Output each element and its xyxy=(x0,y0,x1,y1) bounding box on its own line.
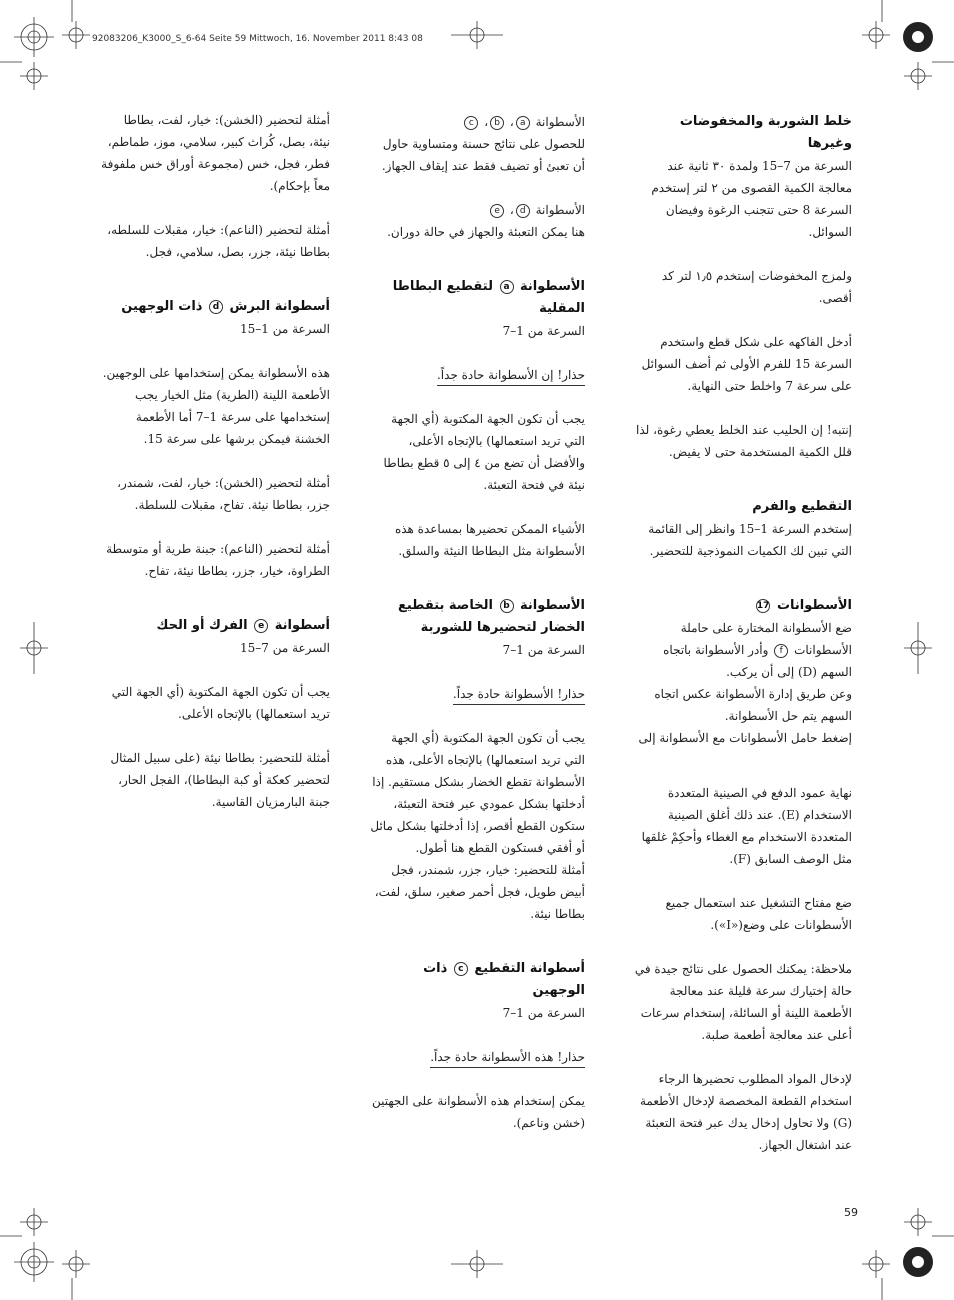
warning-text: حذار! إن الأسطوانة حادة جداً. xyxy=(437,365,585,386)
circled-letter-icon: a xyxy=(516,116,530,130)
text-run: الأسطوانة xyxy=(535,115,585,129)
speed-range: السرعة من 1–7 xyxy=(502,1006,585,1020)
section-heading xyxy=(100,615,330,637)
warning-text: حذار! هذه الأسطوانة حادة جداً. xyxy=(430,1047,585,1068)
text-run: الأسطوانة xyxy=(535,203,585,217)
heading-text: الأسطوانات xyxy=(776,598,852,613)
paragraph: أمثلة للتحضير: بطاطا نيئة (على سبيل المثال لتحضير كعكة أو كبة البطاطا)، الفجل الحار، جبنة البارمزيان القاسية. xyxy=(110,751,330,809)
paragraph: أمثلة لتحضير (الناعم): خيار، مقبلات للسلطه، بطاطا نيئة، جزر، بصل، سلامي، فجل. xyxy=(107,223,330,259)
paragraph: إنتبه! إن الحليب عند الخلط يعطي رغوة، لذا قلل الكمية المستخدمة حتى لا يفيض. xyxy=(635,423,852,459)
paragraph: ولمزج المخفوضات إستخدم ١٫٥ لتر كد أقصى. xyxy=(661,269,852,305)
circled-letter-icon: f xyxy=(774,644,788,658)
heading-text: أسطوانة التقطيع xyxy=(474,961,585,976)
paragraph: وعن طريق إدارة الأسطوانة عكس اتجاه السهم يتم حل الأسطوانة. xyxy=(654,687,852,723)
circled-letter-icon: e xyxy=(490,204,504,218)
left-column xyxy=(100,109,330,813)
paragraph: ضع مفتاح التشغيل عند استعمال جميع الأسطوانات على وضع(«I»). xyxy=(665,896,852,932)
paragraph: أمثلة لتحضير (الخشن): خيار، لفت، بطاطا نيئة، بصل، كُراث كبير، سلامي، موز، طماطم، فطر، فجل، خس (مجموعة أوراق خس ملفوفة معاً بإحكام). xyxy=(101,113,330,193)
heading-text: أسطوانة xyxy=(274,618,330,633)
middle-column xyxy=(367,111,585,1134)
section-heading xyxy=(367,276,585,320)
circled-letter-icon: e xyxy=(254,619,268,633)
paragraph: للحصول على نتائج حسنة ومتساوية حاول أن تعبئ أو تضيف فقط عند إيقاف الجهاز. xyxy=(381,137,585,173)
warning xyxy=(367,364,585,386)
heading-text: ذات الوجهين xyxy=(121,299,203,314)
heading-text: لتقطيع البطاطا المقلية xyxy=(392,279,585,316)
warning xyxy=(367,683,585,705)
speed-range: السرعة من 1–7 xyxy=(502,643,585,657)
heading-text: الأسطوانة xyxy=(520,598,585,613)
paragraph: الأسطوانة d، e xyxy=(367,199,585,221)
text-run: وأدر الأسطوانة باتجاه السهم (D) إلى أن يركب. xyxy=(663,643,852,679)
paragraph: يجب أن تكون الجهة المكتوبة (أي الجهة التي تريد استعمالها) بالإتجاه الأعلى. xyxy=(111,685,330,721)
print-slug: 92083206_K3000_S_6-64 Seite 59 Mittwoch, 16. November 2011 8:43 08 xyxy=(92,34,423,44)
circled-letter-icon: b xyxy=(490,116,504,130)
paragraph: إستخدم السرعة 1–15 وانظر إلى القائمة التي تبين لك الكميات النموذجية للتحضير. xyxy=(648,522,852,558)
heading-text: الأسطوانة xyxy=(520,279,585,294)
page-number: 59 xyxy=(844,1206,858,1219)
speed-range: السرعة من 7–15 xyxy=(239,641,330,655)
paragraph: هذه الأسطوانة يمكن إستخدامها على الوجهين. الأطعمة اللينة (الطرية) مثل الخيار يجب إستخدامها على سرعة 1–7 أما الأطعمة الخشنة فيمكن برشها على سرعة 15. xyxy=(102,366,330,446)
paragraph xyxy=(632,617,852,683)
paragraph: يجب أن تكون الجهة المكتوبة (أي الجهة التي تريد استعمالها) بالإتجاه الأعلى، والأفضل أن تضع من ٤ إلى ٥ قطع بطاطا نيئة في فتحة التعبئة. xyxy=(383,412,585,492)
paragraph: السرعة من 7–15 ولمدة ٣٠ ثانية عند معالجة الكمية القصوى من ٢ لتر إستخدم السرعة 8 حتى تتجنب الرغوة وفيضان السوائل. xyxy=(651,159,852,239)
paragraph: الأشياء الممكن تحضيرها بمساعدة هذه الأسطوانة مثل البطاطا النيئة والسلق. xyxy=(394,522,585,558)
warning xyxy=(367,1046,585,1068)
circled-letter-icon: c xyxy=(454,962,468,976)
paragraph: الأسطوانة a، b، c xyxy=(367,111,585,133)
circled-letter-icon: d xyxy=(209,300,223,314)
section-heading: خلط الشوربة والمخفوضات وغيرها xyxy=(679,114,852,151)
section-heading xyxy=(632,595,852,617)
section-heading xyxy=(367,958,585,1002)
heading-text: الفرك أو الحك xyxy=(156,618,248,633)
heading-text: الخاصة بتقطيع الخضار لتحضيرها للشوربة xyxy=(398,598,585,635)
heading-text: أسطوانة البرش xyxy=(229,299,330,314)
right-column xyxy=(632,111,852,1156)
paragraph: أدخل الفاكهه على شكل قطع واستخدم السرعة 15 للفرم الأولى ثم أضف السوائل على سرعة 7 واخلط حتى النهاية. xyxy=(641,335,852,393)
circled-letter-icon: c xyxy=(464,116,478,130)
section-heading xyxy=(100,296,330,318)
text-run: ضع الأسطوانة المختارة على حاملة الأسطوانات xyxy=(680,621,852,657)
speed-range: السرعة من 1–15 xyxy=(239,322,330,336)
heading-text: ذات الوجهين xyxy=(423,961,585,998)
section-heading xyxy=(367,595,585,639)
paragraph: أمثلة للتحضير: خيار، جزر، شمندر، فجل أبيض طويل، فجل أحمر صغير، سلق، لفت، بطاطا نيئة. xyxy=(374,863,585,921)
warning-text: حذار! الأسطوانة حادة جداً. xyxy=(453,684,585,705)
paragraph: يجب أن تكون الجهة المكتوبة (أي الجهة التي تريد استعمالها) بالإتجاه الأعلى، هذه الأسطوانة تقطع الخضار بشكل مستقيم. إذا أدخلتها بشكل عمودي عبر فتحة التعبئة، ستكون القطع أقصر، إذا أدخلتها بشكل مائل أو أفقي فستكون القطع هنا أطول. xyxy=(370,731,585,855)
paragraph: نهاية عمود الدفع في الصينية المتعددة الاستخدام (E). عند ذلك أغلق الصينية المتعددة الاستخدام مع الغطاء وأحكِمْ غلقها مثل الوصف السابق (F). xyxy=(641,786,852,866)
circled-letter-icon: d xyxy=(516,204,530,218)
speed-range: السرعة من 1–7 xyxy=(502,324,585,338)
paragraph: يمكن إستخدام هذه الأسطوانة على الجهتين (خشن وناعم). xyxy=(371,1094,585,1130)
paragraph: أمثلة لتحضير (الناعم): جبنة طرية أو متوسطة الطراوة، خيار، جزر، بطاطا نيئة، تفاح. xyxy=(106,542,330,578)
paragraph: أمثلة لتحضير (الخشن): خيار، لفت، شمندر، جزر، بطاطا نيئة. تفاح، مقبلات للسلطة. xyxy=(117,476,330,512)
paragraph: لإدخال المواد المطلوب تحضيرها الرجاء استخدام القطعة المخصصة لإدخال الأطعمة (G) ولا تحاول إدخال يدك عبر فتحة التعبئة عند اشتغال الجهاز. xyxy=(640,1072,852,1152)
paragraph: إضغط حامل الأسطوانات مع الأسطوانة إلى xyxy=(638,731,852,745)
section-heading: التقطيع والفرم xyxy=(752,499,852,514)
circled-letter-icon: b xyxy=(500,599,514,613)
circled-letter-icon: a xyxy=(500,280,514,294)
paragraph: هنا يمكن التعبئة والجهاز في حالة دوران. xyxy=(387,225,585,239)
paragraph: ملاحظة: يمكنك الحصول على نتائج جيدة في حالة إختيارك سرعة قليلة عند معالجة الأطعمة اللينة أو السائلة، إستخدام سرعات أعلى عند معالجة أطعمة صلبة. xyxy=(634,962,852,1042)
circled-number-icon: 17 xyxy=(756,600,770,611)
